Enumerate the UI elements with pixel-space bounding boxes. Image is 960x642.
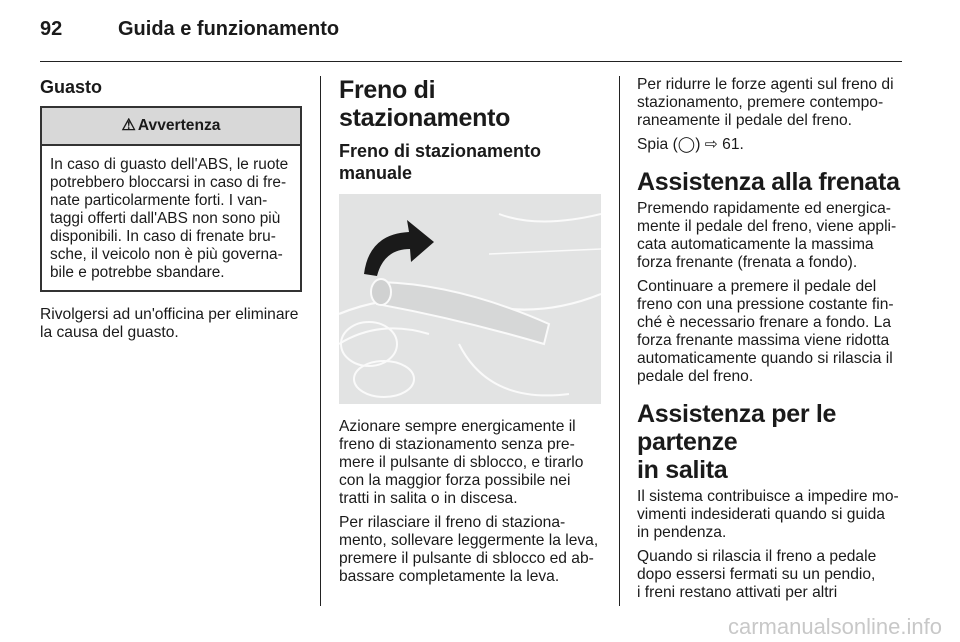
brake-warning-light-icon: (◯): [672, 136, 701, 153]
text-line: Per ridurre le forze agenti sul freno di: [637, 76, 894, 93]
text-line: pedale del freno.: [637, 368, 754, 385]
text-line: la causa del guasto.: [40, 324, 179, 341]
text-line: Freno di stazionamento: [339, 141, 542, 161]
column-divider-1: [320, 76, 321, 606]
text-line: automaticamente quando si rilascia il: [637, 350, 893, 367]
chapter-title: Guida e funzionamento: [118, 18, 340, 40]
warning-title: Avvertenza: [137, 117, 221, 134]
text-line: stazionamento, premere contempo-: [637, 94, 884, 111]
warning-header: [42, 108, 300, 146]
text-line: Per rilasciare il freno di staziona-: [339, 514, 566, 531]
text-line: manuale: [339, 163, 413, 183]
text-line: freno di stazionamento senza pre-: [339, 436, 575, 453]
section-title-brake-assist: Assistenza alla frenata: [637, 168, 900, 196]
text-line: i freni restano attivati per altri: [637, 584, 838, 601]
warning-box: [40, 106, 302, 292]
text-line: in pendenza.: [637, 524, 727, 541]
text-line: tratti in salita o in discesa.: [339, 490, 518, 507]
warning-light-reference: [637, 136, 901, 154]
spia-label: Spia: [637, 136, 669, 153]
text-line: nate particolarmente forti. I van-: [50, 192, 268, 209]
text-line: mente il pedale del freno, viene appli-: [637, 218, 897, 235]
section-title-parking-brake: Freno di stazionamento: [339, 76, 511, 132]
text-line: ché è necessario frenare a fondo. La: [637, 314, 891, 331]
section-heading-guasto: Guasto: [40, 77, 103, 97]
page-number: 92: [40, 18, 63, 40]
text-line: Azionare sempre energicamente il: [339, 418, 576, 435]
text-line: Assistenza per le partenze: [637, 400, 837, 456]
page-reference-arrow-icon: ⇨: [704, 136, 718, 153]
text-line: mento, sollevare leggermente la leva,: [339, 532, 599, 549]
text-line: Rivolgersi ad un'officina per eliminare: [40, 306, 299, 323]
paragraph-hill-start-1: [637, 488, 901, 542]
warning-text: [42, 146, 300, 290]
text-line: bassare completamente la leva.: [339, 568, 560, 585]
paragraph-hill-start-2: [637, 548, 901, 602]
paragraph-release-brake: [339, 514, 601, 586]
text-line: forza frenante (frenata a fondo).: [637, 254, 858, 271]
column-1: [40, 76, 302, 348]
text-line: In caso di guasto dell'ABS, le ruote: [50, 156, 289, 173]
text-line: forza frenante massima viene ridotta: [637, 332, 890, 349]
handbrake-illustration: [339, 194, 601, 404]
text-line: taggi offerti dall'ABS non sono più: [50, 210, 281, 227]
paragraph-brake-assist-2: [637, 278, 901, 386]
text-line: disponibili. In caso di frenate bru-: [50, 228, 276, 245]
paragraph-reduce-force: [637, 76, 901, 130]
column-divider-2: [619, 76, 620, 606]
text-line: Premendo rapidamente ed energica-: [637, 200, 891, 217]
text-line: bile e potrebbe sbandare.: [50, 264, 225, 281]
text-line: con la maggior forza possibile nei: [339, 472, 571, 489]
text-line: vimenti indesiderati quando si guida: [637, 506, 885, 523]
text-line: freno con una pressione costante fin-: [637, 296, 894, 313]
warning-triangle-icon: ⚠: [121, 117, 136, 134]
paragraph-workshop: [40, 306, 302, 342]
subsection-title-manual-brake: [339, 140, 601, 184]
header-rule: [40, 61, 902, 62]
text-line: dopo essersi fermati su un pendio,: [637, 566, 876, 583]
column-2: [339, 76, 601, 592]
column-3: [637, 76, 901, 608]
text-line: cata automaticamente la massima: [637, 236, 874, 253]
paragraph-brake-assist-1: [637, 200, 901, 272]
text-line: Il sistema contribuisce a impedire mo-: [637, 488, 899, 505]
text-line: premere il pulsante di sblocco ed ab-: [339, 550, 594, 567]
text-line: raneamente il pedale del freno.: [637, 112, 852, 129]
text-line: Quando si rilascia il freno a pedale: [637, 548, 877, 565]
text-line: sche, il veicolo non è più governa-: [50, 246, 283, 263]
text-line: in salita: [637, 456, 728, 484]
watermark: carmanualsonline.info: [727, 614, 942, 639]
page-reference: 61.: [722, 136, 744, 153]
text-line: potrebbero bloccarsi in caso di fre-: [50, 174, 287, 191]
paragraph-apply-brake: [339, 418, 601, 508]
section-title-hill-start-assist: [637, 400, 901, 484]
text-line: mere il pulsante di sblocco, e tirarlo: [339, 454, 584, 471]
text-line: Continuare a premere il pedale del: [637, 278, 877, 295]
